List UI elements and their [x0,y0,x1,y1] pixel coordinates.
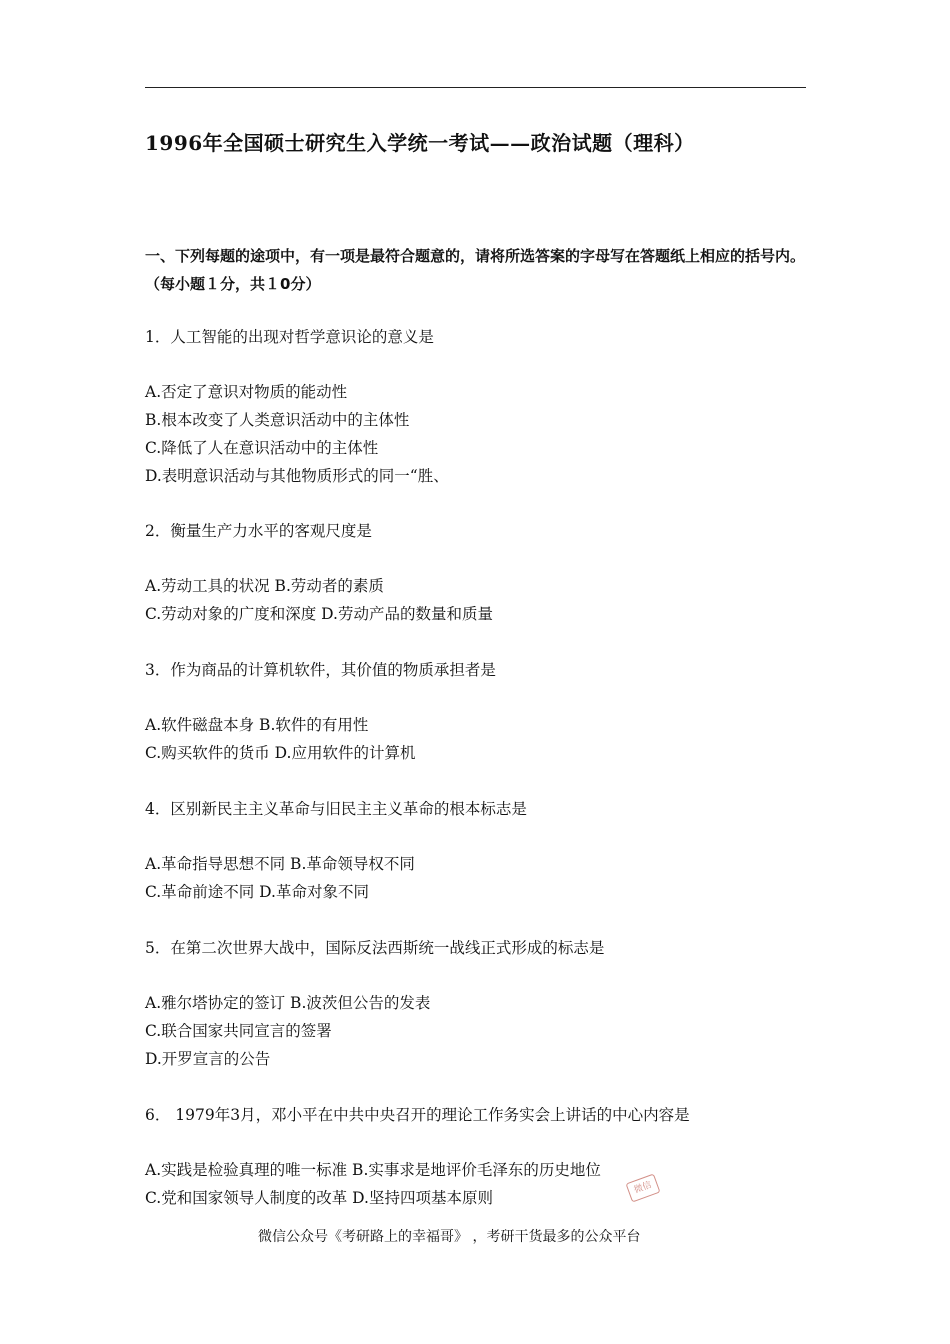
question-option: B.根本改变了人类意识活动中的主体性 [145,411,410,429]
question-stem: 1．人工智能的出现对哲学意识论的意义是 [145,328,434,346]
question-option: C.劳动对象的广度和深度 D.劳动产品的数量和质量 [145,605,493,623]
question-option: A.革命指导思想不同 B.革命领导权不同 [145,855,415,873]
question-block [145,795,527,906]
footer-promo: 微信公众号《考研路上的幸福哥》 ，考研干货最多的公众平台 [258,1229,641,1245]
question-stem: 5．在第二次世界大战中，国际反法西斯统一战线正式形成的标志是 [145,939,605,957]
question-option: A.否定了意识对物质的能动性 [145,383,348,401]
question-stem: 6． 1979年3月，邓小平在中共中央召开的理论工作务实会上讲话的中心内容是 [145,1106,690,1124]
question-option: A.劳动工具的状况 B.劳动者的素质 [145,577,384,595]
question-block [145,934,604,1073]
question-option: C.党和国家领导人制度的改革 D.坚持四项基本原则 [145,1189,493,1207]
question-option: D.表明意识活动与其他物质形式的同一“胜、 [145,467,449,485]
question-block [145,656,496,767]
wechat-stamp: 微信 [625,1173,660,1202]
question-option: C.革命前途不同 D.革命对象不同 [145,883,369,901]
page-title: 1996年全国硕士研究生入学统一考试——政治试题（理科） [145,131,695,155]
question-block [145,1101,690,1212]
question-option: C.购买软件的货币 D.应用软件的计算机 [145,744,416,762]
section-instruction: 一、下列每题的途项中，有一项是最符合题意的，请将所选答案的字母写在答题纸上相应的括号内。（每小题１分，共１0分） [145,247,806,293]
question-stem: 3．作为商品的计算机软件，其价值的物质承担者是 [145,661,496,679]
question-option: A.实践是检验真理的唯一标准 B.实事求是地评价毛泽东的历史地位 [145,1161,601,1179]
question-option: A.雅尔塔协定的签订 B.波茨但公告的发表 [145,994,431,1012]
question-stem: 2．衡量生产力水平的客观尺度是 [145,522,372,540]
question-option: D.开罗宣言的公告 [145,1050,271,1068]
question-block [145,517,493,628]
header-rule [145,87,806,88]
question-option: C.联合国家共同宣言的签署 [145,1022,332,1040]
question-block [145,323,449,490]
question-option: A.软件磁盘本身 B.软件的有用性 [145,716,369,734]
question-option: C.降低了人在意识活动中的主体性 [145,439,379,457]
question-stem: 4．区别新民主主义革命与旧民主主义革命的根本标志是 [145,800,527,818]
